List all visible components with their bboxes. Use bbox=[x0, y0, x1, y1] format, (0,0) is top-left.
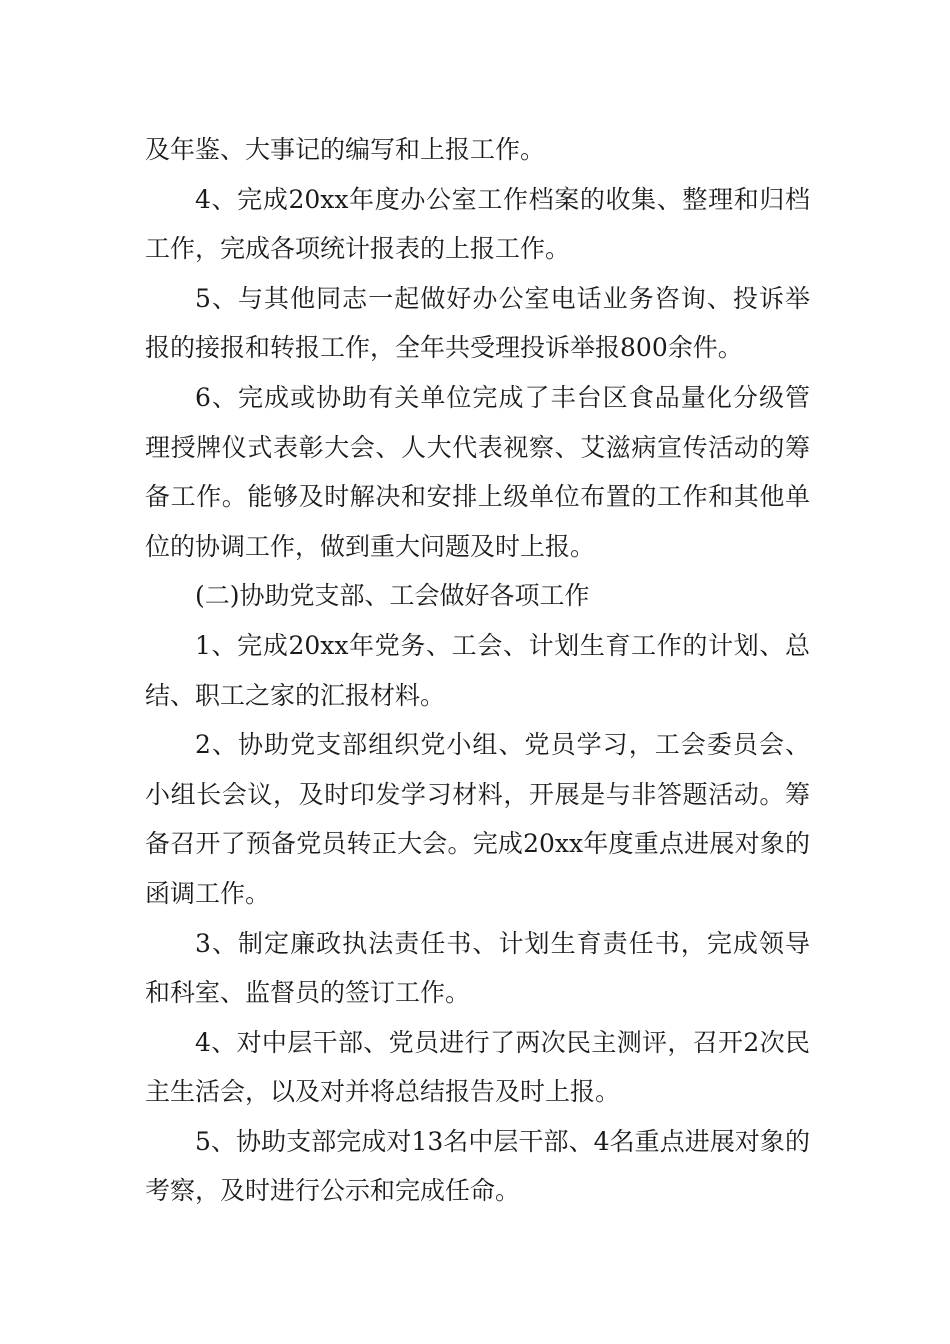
paragraph-item-1-plans: 1、完成20xx年党务、工会、计划生育工作的计划、总结、职工之家的汇报材料。 bbox=[145, 630, 810, 710]
paragraph-item-3-responsibility: 3、制定廉政执法责任书、计划生育责任书，完成领导和科室、监督员的签订工作。 bbox=[145, 928, 810, 1008]
section-heading-party-union: (二)协助党支部、工会做好各项工作 bbox=[195, 581, 590, 611]
paragraph-continuation: 及年鉴、大事记的编写和上报工作。 bbox=[145, 135, 546, 164]
paragraph-item-4-archives: 4、完成20xx年度办公室工作档案的收集、整理和归档工作，完成各项统计报表的上报工作。 bbox=[145, 184, 810, 264]
paragraph-item-2-study: 2、协助党支部组织党小组、党员学习，工会委员会、小组长会议，及时印发学习材料，开展是与非答题活动。筹备召开了预备党员转正大会。完成20xx年度重点进展对象的函调工作。 bbox=[145, 730, 810, 908]
paragraph-item-5-complaints: 5、与其他同志一起做好办公室电话业务咨询、投诉举报的接报和转报工作，全年共受理投诉举报800余件。 bbox=[145, 283, 810, 363]
paragraph-item-6-events: 6、完成或协助有关单位完成了丰台区食品量化分级管理授牌仪式表彰大会、人大代表视察、艾滋病宣传活动的筹备工作。能够及时解决和安排上级单位布置的工作和其他单位的协调工作，做到重大问题及时上报。 bbox=[145, 382, 810, 561]
paragraph-item-4-evaluation: 4、对中层干部、党员进行了两次民主测评，召开2次民主生活会，以及对并将总结报告及时上报。 bbox=[145, 1027, 810, 1107]
paragraph-item-5-inspection: 5、协助支部完成对13名中层干部、4名重点进展对象的考察，及时进行公示和完成任命。 bbox=[145, 1126, 810, 1206]
document-body bbox=[145, 125, 810, 1216]
